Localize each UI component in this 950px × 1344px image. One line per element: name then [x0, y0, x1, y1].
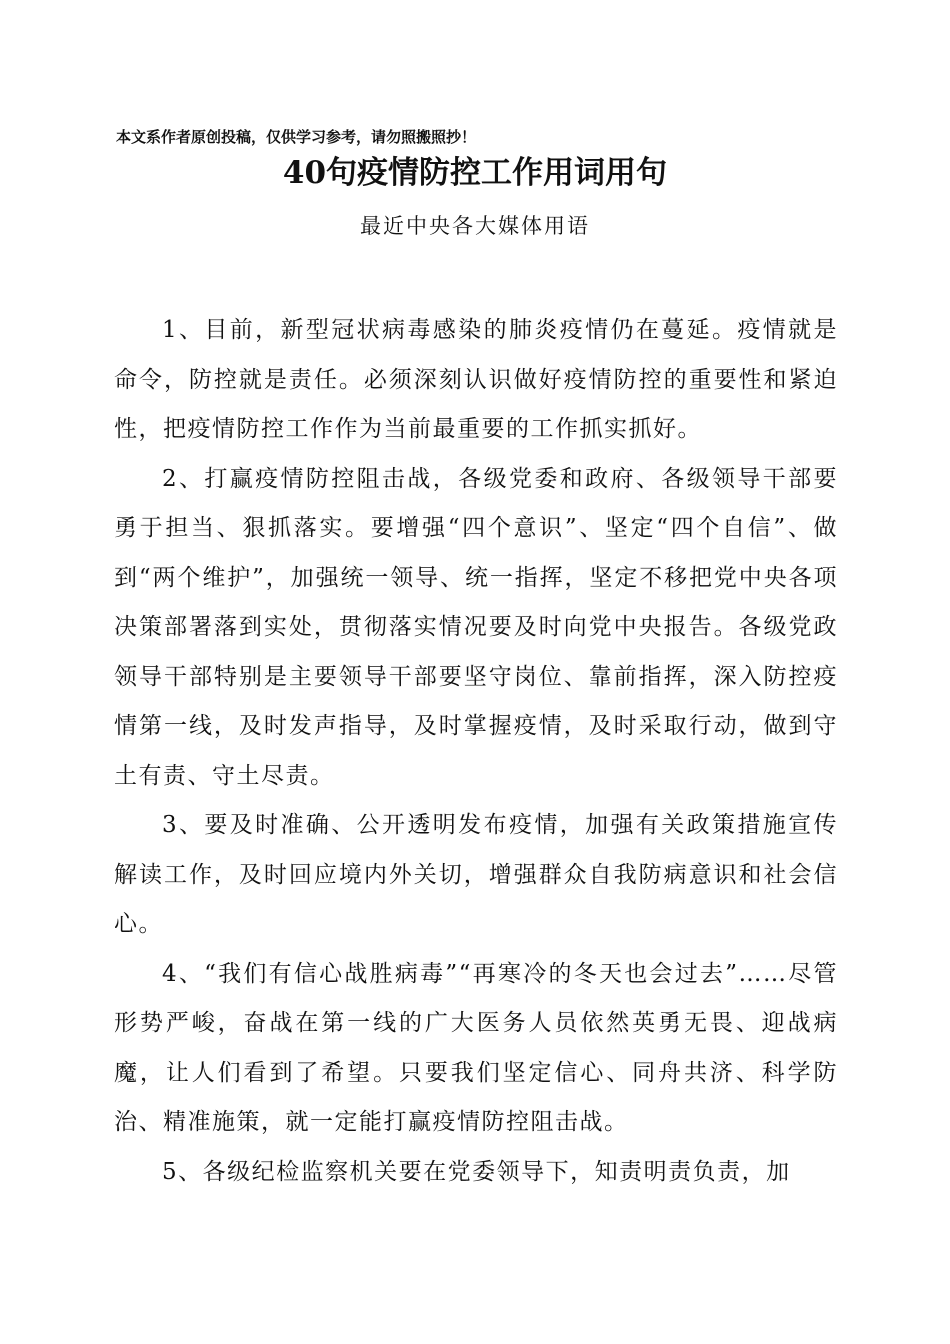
paragraph-3: 3、要及时准确、公开透明发布疫情，加强有关政策措施宣传解读工作，及时回应境内外关切，增强群众自我防病意识和社会信心。 [114, 812, 838, 937]
paragraph-5: 5、各级纪检监察机关要在党委领导下，知责明责负责，加 [162, 1158, 791, 1185]
paragraph-2: 2、打赢疫情防控阻击战，各级党委和政府、各级领导干部要勇于担当、狠抓落实。要增强“四个意识”、坚定“四个自信”、做到“两个维护”，加强统一领导、统一指挥，坚定不移把党中央各项决策部署落到实处，贯彻落实情况要及时向党中央报告。各级党政领导干部特别是主要领导干部要坚守岗位、靠前指挥，深入防控疫情第一线，及时发声指导，及时掌握疫情，及时采取行动，做到守土有责、守土尽责。 [114, 465, 838, 789]
document-body [114, 306, 838, 1197]
copyright-notice: 本文系作者原创投稿，仅供学习参考，请勿照搬照抄！ [116, 128, 477, 146]
paragraph-4: 4、“我们有信心战胜病毒”“再寒冷的冬天也会过去”……尽管形势严峻，奋战在第一线的广大医务人员依然英勇无畏、迎战病魔，让人们看到了希望。只要我们坚定信心、同舟共济、科学防治、精准施策，就一定能打赢疫情防控阻击战。 [114, 960, 838, 1135]
document-subtitle: 最近中央各大媒体用语 [360, 214, 590, 238]
paragraph-1: 1、目前，新型冠状病毒感染的肺炎疫情仍在蔓延。疫情就是命令，防控就是责任。必须深刻认识做好疫情防控的重要性和紧迫性，把疫情防控工作作为当前最重要的工作抓实抓好。 [114, 317, 838, 442]
document-title: 40句疫情防控工作用词用句 [282, 155, 668, 191]
